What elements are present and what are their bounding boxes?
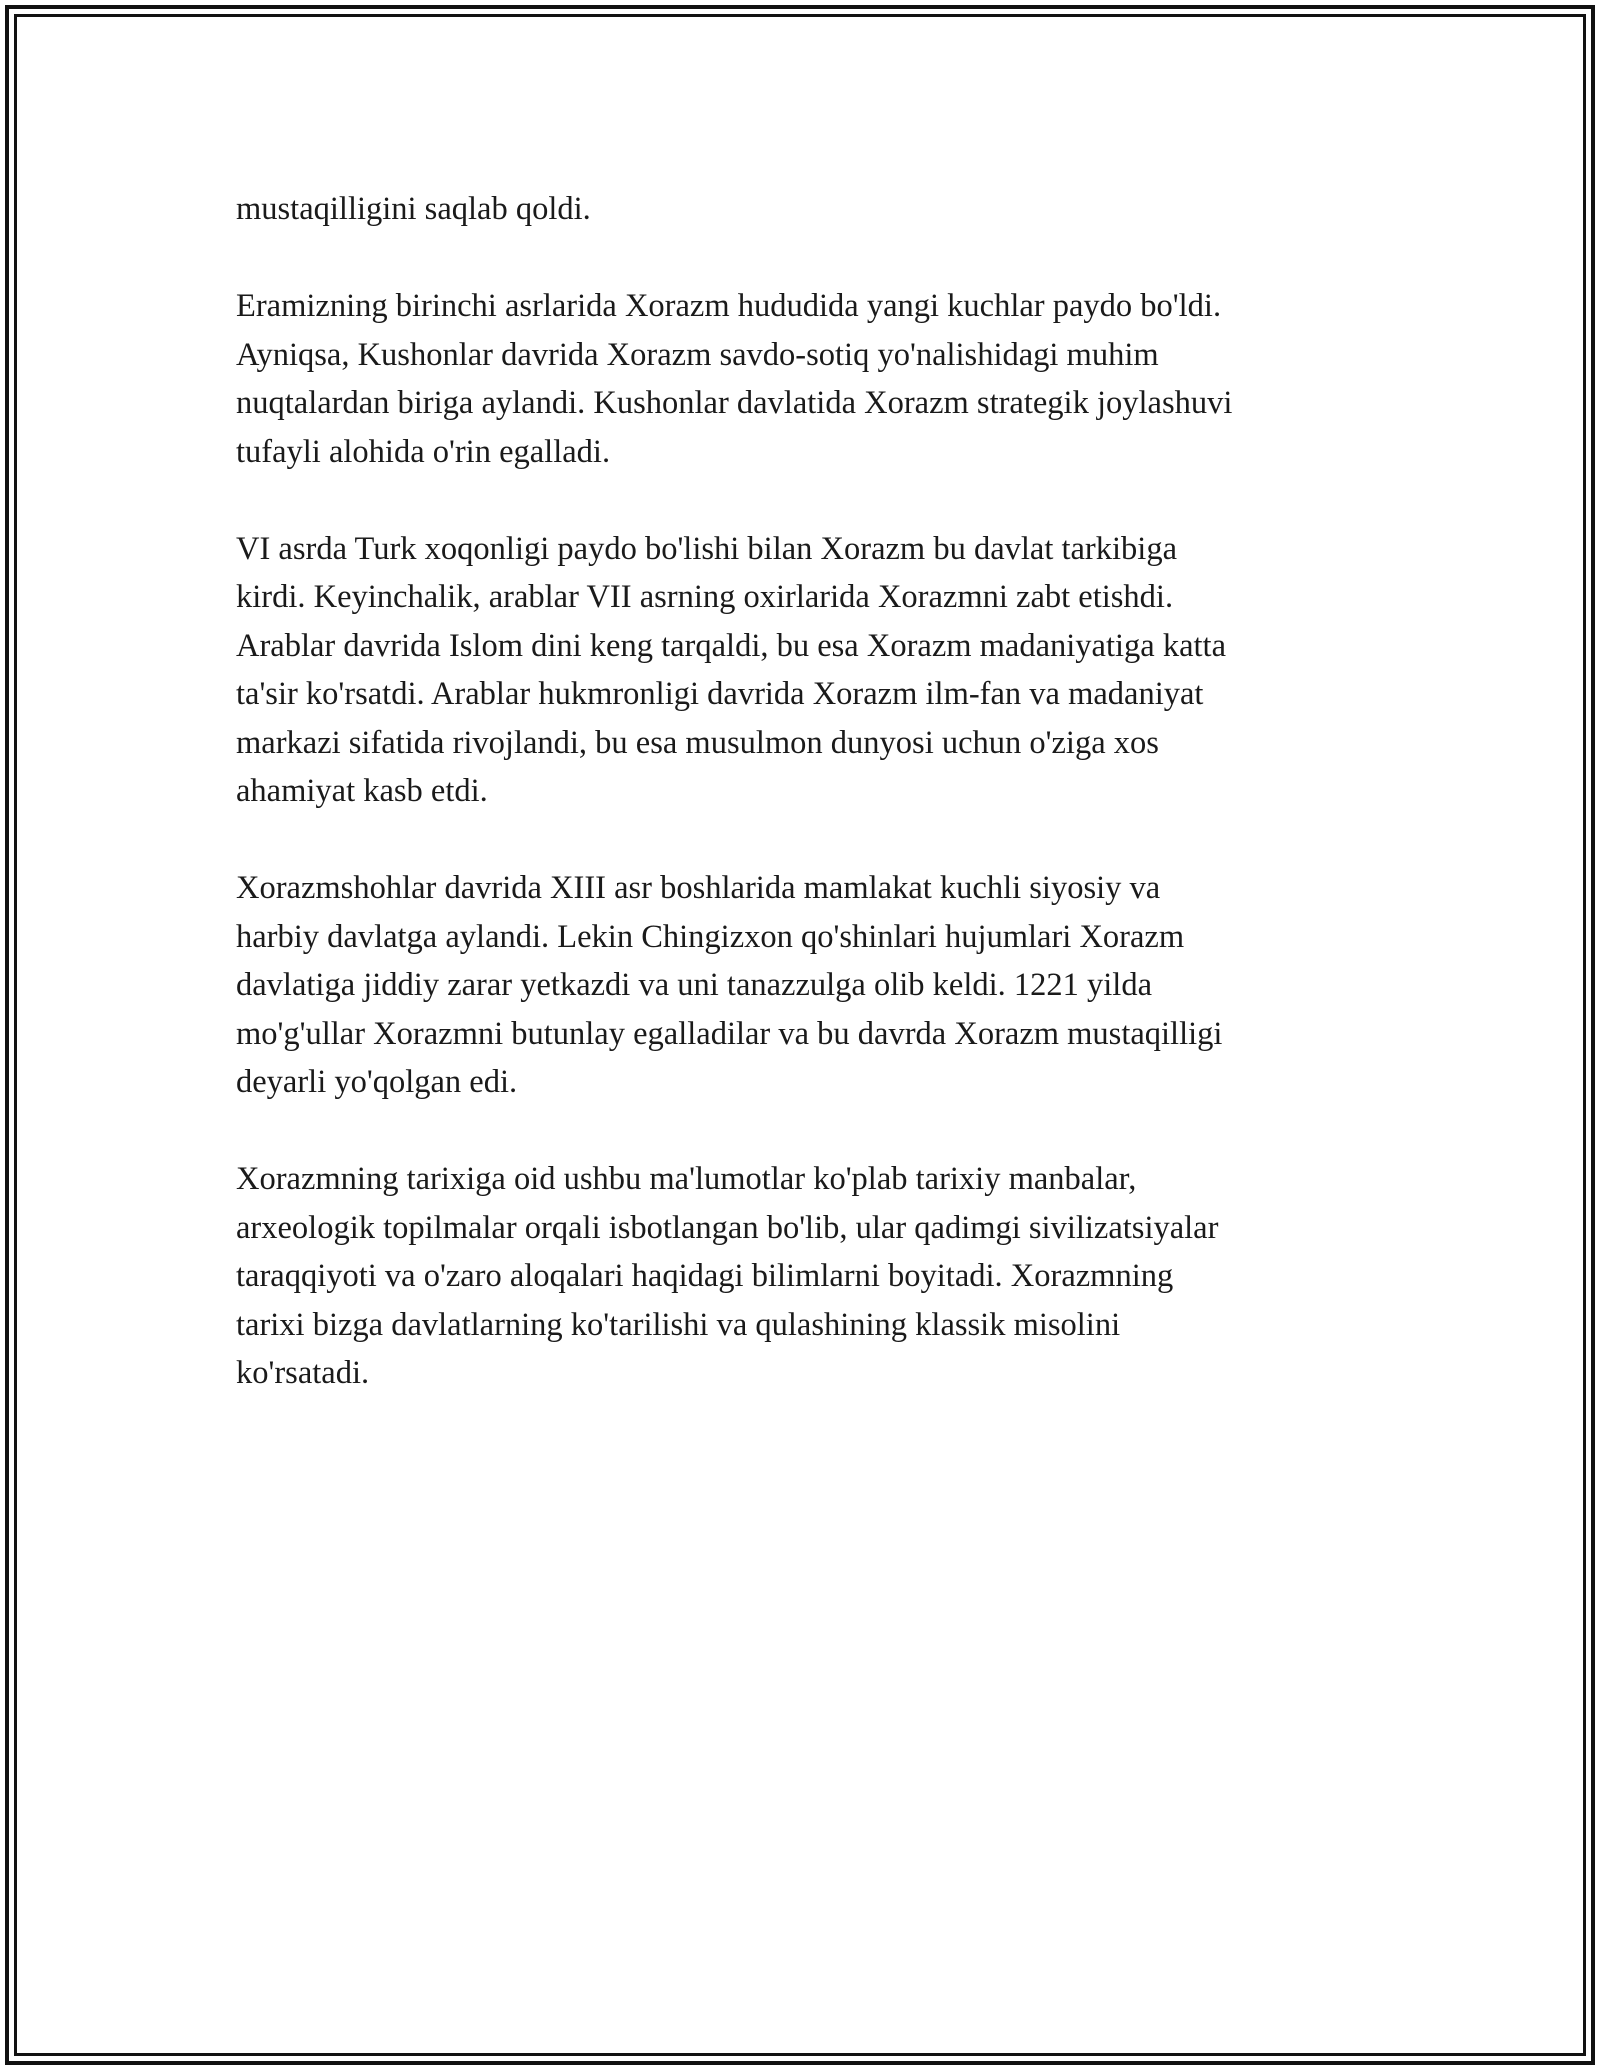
paragraph-4: Xorazmshohlar davrida XIII asr boshlarida mamlakat kuchli siyosiy va harbiy davlatga aylandi. Lekin Chingizxon qo'shinlari hujumlari Xorazm davlatiga jiddiy zarar yetkazdi va uni tanazzulga olib keldi. 1221 yilda mo'g'ullar Xorazmni butunlay egalladilar va bu davrda Xorazm mustaqilligi deyarli yo'qolgan edi.: [236, 870, 1223, 1100]
document-body: [236, 185, 1376, 1446]
paragraph-5: Xorazmning tarixiga oid ushbu ma'lumotlar ko'plab tarixiy manbalar, arxeologik topilmalar orqali isbotlangan bo'lib, ular qadimgi sivilizatsiyalar taraqqiyoti va o'zaro aloqalari haqidagi bilimlarni boyitadi. Xorazmning tarixi bizga davlatlarning ko'tarilishi va qulashining klassik misolini ko'rsatadi.: [236, 1161, 1219, 1391]
paragraph-1: mustaqilligini saqlab qoldi.: [236, 191, 591, 227]
paragraph-2: Eramizning birinchi asrlarida Xorazm hududida yangi kuchlar paydo bo'ldi. Ayniqsa, Kushonlar davrida Xorazm savdo-sotiq yo'nalishidagi muhim nuqtalardan biriga aylandi. Kushonlar davlatida Xorazm strategik joylashuvi tufayli alohida o'rin egalladi.: [236, 288, 1233, 470]
paragraph-3: VI asrda Turk xoqonligi paydo bo'lishi bilan Xorazm bu davlat tarkibiga kirdi. Keyinchalik, arablar VII asrning oxirlarida Xorazmni zabt etishdi. Arablar davrida Islom dini keng tarqaldi, bu esa Xorazm madaniyatiga katta ta'sir ko'rsatdi. Arablar hukmronligi davrida Xorazm ilm-fan va madaniyat markazi sifatida rivojlandi, bu esa musulmon dunyosi uchun o'ziga xos ahamiyat kasb etdi.: [236, 530, 1226, 809]
